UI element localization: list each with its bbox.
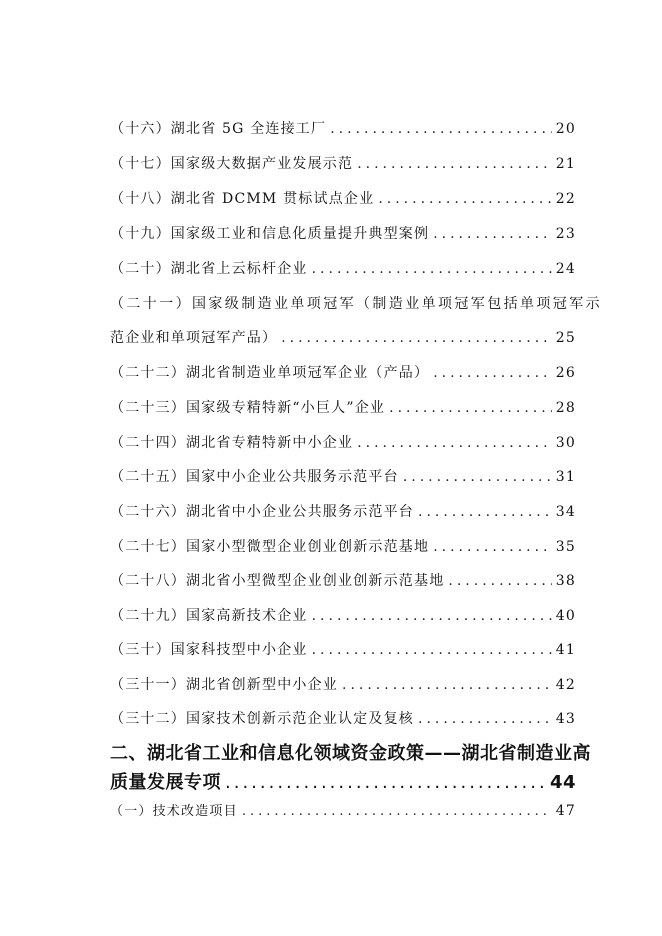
toc-page-number: 30 xyxy=(555,435,576,451)
toc-page-number: 21 xyxy=(555,156,576,172)
toc-entry-label: （十七）国家级大数据产业发展示范 xyxy=(110,156,354,172)
toc-entry-label: （二十）湖北省上云标杆企业 xyxy=(110,261,308,277)
toc-page-number: 25 xyxy=(555,330,576,346)
toc-entry[interactable] xyxy=(110,605,576,625)
chapter-heading-text: 质量发展专项 xyxy=(110,772,221,793)
toc-entry[interactable] xyxy=(110,293,602,313)
toc-page-number: 22 xyxy=(555,191,576,207)
dot-leader xyxy=(281,330,552,346)
toc-entry-label: （三十）国家科技型中小企业 xyxy=(110,642,308,658)
dot-leader xyxy=(448,573,551,589)
toc-entry[interactable] xyxy=(110,536,576,556)
dot-leader xyxy=(242,804,552,819)
toc-entry-label: （二十三）国家级专精特新“小巨人”企业 xyxy=(110,400,386,416)
toc-entry-label: （十九）国家级工业和信息化质量提升典型案例 xyxy=(110,226,430,242)
toc-entry-label: （二十一）国家级制造业单项冠军（制造业单项冠军包括单项冠军示 xyxy=(110,296,602,312)
toc-page-number: 31 xyxy=(555,469,576,485)
toc-entry[interactable] xyxy=(110,362,576,382)
dot-leader xyxy=(418,711,552,727)
dot-leader xyxy=(389,400,552,416)
toc-entry[interactable] xyxy=(110,639,576,659)
toc-page-number: 42 xyxy=(555,677,576,693)
toc-entry-label: （二十八）湖北省小型微型企业创业创新示范基地 xyxy=(110,573,445,589)
toc-page-number: 40 xyxy=(555,608,576,624)
dot-leader xyxy=(357,156,552,172)
toc-entry-label: （三十一）湖北省创新型中小企业 xyxy=(110,677,338,693)
toc-entry-label: （十八）湖北省 DCMM 贯标试点企业 xyxy=(110,191,375,207)
dot-leader xyxy=(342,677,552,693)
toc-page-number: 44 xyxy=(549,772,576,793)
dot-leader xyxy=(433,226,552,242)
toc-entry-label: （二十六）湖北省中小企业公共服务示范平台 xyxy=(110,504,414,520)
chapter-heading[interactable] xyxy=(110,739,591,765)
toc-entry-label: （二十七）国家小型微型企业创业创新示范基地 xyxy=(110,539,430,555)
toc-entry-label: （二十四）湖北省专精特新中小企业 xyxy=(110,435,354,451)
toc-entry[interactable] xyxy=(110,432,576,452)
toc-page-number: 41 xyxy=(555,642,576,658)
toc-entry-label: （一）技术改造项目 xyxy=(110,804,238,819)
toc-entry[interactable] xyxy=(110,674,576,694)
dot-leader xyxy=(433,539,552,555)
toc-entry-label: 范企业和单项冠军产品） xyxy=(110,330,278,346)
toc-page-number: 47 xyxy=(555,803,576,819)
toc-entry[interactable] xyxy=(110,118,576,138)
dot-leader xyxy=(312,608,552,624)
toc-entry-continuation[interactable] xyxy=(110,327,576,347)
toc-entry-label: （二十二）湖北省制造业单项冠军企业（产品） xyxy=(110,365,430,381)
toc-entry[interactable] xyxy=(110,258,576,278)
toc-page-number: 24 xyxy=(555,261,576,277)
dot-leader xyxy=(312,261,552,277)
toc-entry[interactable] xyxy=(110,223,576,243)
toc-entry-label: （十六）湖北省 5G 全连接工厂 xyxy=(110,121,327,137)
toc-entry-label: （二十五）国家中小企业公共服务示范平台 xyxy=(110,469,399,485)
toc-page-number: 43 xyxy=(555,711,576,727)
toc-entry[interactable] xyxy=(110,466,576,486)
dot-leader xyxy=(378,191,551,207)
toc-entry[interactable] xyxy=(110,188,576,208)
dot-leader xyxy=(433,365,552,381)
chapter-heading-continuation[interactable] xyxy=(110,768,576,794)
dot-leader xyxy=(225,772,546,793)
toc-entry[interactable] xyxy=(110,501,576,521)
toc-entry[interactable] xyxy=(110,708,576,728)
dot-leader xyxy=(403,469,552,485)
toc-page-number: 35 xyxy=(555,539,576,555)
toc-page-number: 23 xyxy=(555,226,576,242)
chapter-heading-text: 二、湖北省工业和信息化领域资金政策——湖北省制造业高 xyxy=(110,743,591,764)
toc-entry[interactable] xyxy=(110,153,576,173)
toc-entry-label: （三十二）国家技术创新示范企业认定及复核 xyxy=(110,711,414,727)
toc-entry[interactable] xyxy=(110,800,576,819)
toc-page-number: 38 xyxy=(555,573,576,589)
toc-entry-label: （二十九）国家高新技术企业 xyxy=(110,608,308,624)
toc-entry[interactable] xyxy=(110,397,576,417)
dot-leader xyxy=(357,435,552,451)
toc-page-number: 34 xyxy=(555,504,576,520)
toc-page-number: 26 xyxy=(555,365,576,381)
toc-entry[interactable] xyxy=(110,570,576,590)
dot-leader xyxy=(418,504,552,520)
dot-leader xyxy=(330,121,552,137)
toc-page-number: 28 xyxy=(555,400,576,416)
toc-page-number: 20 xyxy=(555,121,576,137)
dot-leader xyxy=(312,642,552,658)
